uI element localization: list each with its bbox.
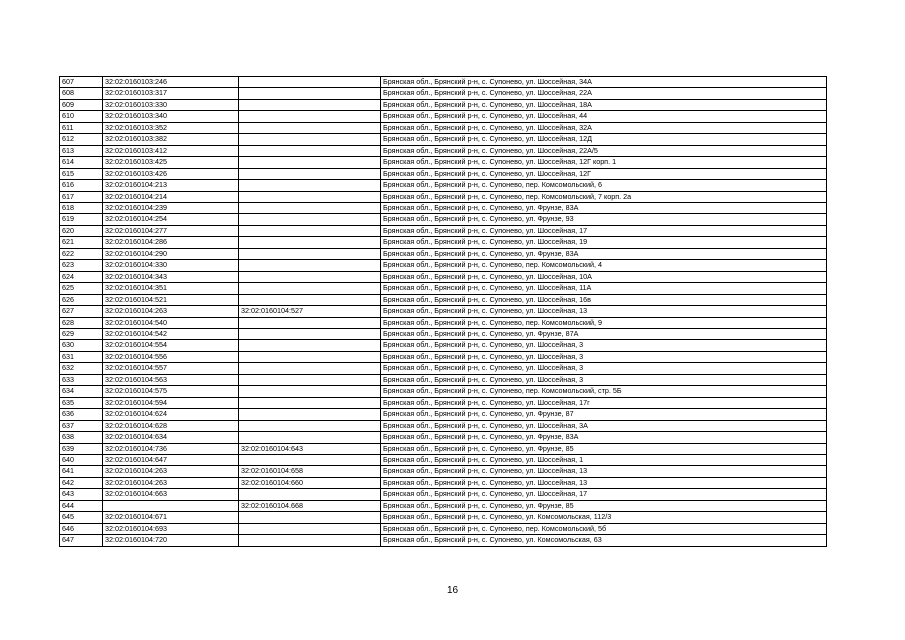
table-row <box>60 351 827 362</box>
cell-address: Брянская обл., Брянский р-н, с. Супонево, ул. Шоссейная, 3А <box>381 420 827 431</box>
cell-address: Брянская обл., Брянский р-н, с. Супонево, ул. Фрунзе, 85 <box>381 500 827 511</box>
cell-number: 644 <box>60 500 103 511</box>
cell-number: 634 <box>60 386 103 397</box>
cell-address: Брянская обл., Брянский р-н, с. Супонево, ул. Комсомольская, 63 <box>381 535 827 546</box>
cell-address: Брянская обл., Брянский р-н, с. Супонево, пер. Комсомольский, стр. 5Б <box>381 386 827 397</box>
cell-address: Брянская обл., Брянский р-н, с. Супонево, пер. Комсомольский, 6 <box>381 180 827 191</box>
cell-related-cadastral-number <box>239 77 381 88</box>
cell-related-cadastral-number <box>239 260 381 271</box>
cell-address: Брянская обл., Брянский р-н, с. Супонево, ул. Шоссейная, 3 <box>381 363 827 374</box>
cell-cadastral-number: 32:02:0160103:330 <box>103 99 239 110</box>
table-row <box>60 145 827 156</box>
table-row <box>60 111 827 122</box>
cell-related-cadastral-number <box>239 225 381 236</box>
page-number: 16 <box>446 585 459 596</box>
cell-number: 607 <box>60 77 103 88</box>
cell-address: Брянская обл., Брянский р-н, с. Супонево, ул. Шоссейная, 1 <box>381 454 827 465</box>
cell-address: Брянская обл., Брянский р-н, с. Супонево, ул. Шоссейная, 13 <box>381 306 827 317</box>
cell-related-cadastral-number <box>239 397 381 408</box>
cell-number: 611 <box>60 122 103 133</box>
cell-address: Брянская обл., Брянский р-н, с. Супонево, ул. Фрунзе, 83А <box>381 432 827 443</box>
table-row <box>60 409 827 420</box>
cell-number: 642 <box>60 477 103 488</box>
cell-related-cadastral-number <box>239 214 381 225</box>
table-row <box>60 374 827 385</box>
cell-cadastral-number: 32:02:0160104:290 <box>103 248 239 259</box>
cell-address: Брянская обл., Брянский р-н, с. Супонево, пер. Комсомольский, 7 корп. 2а <box>381 191 827 202</box>
table-row <box>60 180 827 191</box>
cell-related-cadastral-number: 32:02:0160104:527 <box>239 306 381 317</box>
cell-address: Брянская обл., Брянский р-н, с. Супонево, ул. Шоссейная, 22А/5 <box>381 145 827 156</box>
cell-cadastral-number <box>103 500 239 511</box>
table-row <box>60 363 827 374</box>
cell-cadastral-number: 32:02:0160104:263 <box>103 477 239 488</box>
cell-cadastral-number: 32:02:0160103:352 <box>103 122 239 133</box>
cell-number: 626 <box>60 294 103 305</box>
cell-cadastral-number: 32:02:0160104:540 <box>103 317 239 328</box>
cell-related-cadastral-number <box>239 122 381 133</box>
cell-cadastral-number: 32:02:0160104:213 <box>103 180 239 191</box>
cell-cadastral-number: 32:02:0160104:286 <box>103 237 239 248</box>
cell-related-cadastral-number <box>239 283 381 294</box>
cell-cadastral-number: 32:02:0160103:412 <box>103 145 239 156</box>
cell-related-cadastral-number <box>239 454 381 465</box>
table-row <box>60 168 827 179</box>
cell-address: Брянская обл., Брянский р-н, с. Супонево, ул. Комсомольская, 112/3 <box>381 512 827 523</box>
table-row <box>60 122 827 133</box>
cell-cadastral-number: 32:02:0160104:521 <box>103 294 239 305</box>
cell-cadastral-number: 32:02:0160103:340 <box>103 111 239 122</box>
cell-number: 613 <box>60 145 103 156</box>
cell-address: Брянская обл., Брянский р-н, с. Супонево, пер. Комсомольский, 5б <box>381 523 827 534</box>
cell-number: 609 <box>60 99 103 110</box>
cell-address: Брянская обл., Брянский р-н, с. Супонево, ул. Шоссейная, 17 <box>381 489 827 500</box>
table-row <box>60 466 827 477</box>
cell-cadastral-number: 32:02:0160103:425 <box>103 157 239 168</box>
cell-number: 623 <box>60 260 103 271</box>
cell-cadastral-number: 32:02:0160103:382 <box>103 134 239 145</box>
cell-cadastral-number: 32:02:0160104:542 <box>103 328 239 339</box>
cell-address: Брянская обл., Брянский р-н, с. Супонево, ул. Фрунзе, 85 <box>381 443 827 454</box>
cell-address: Брянская обл., Брянский р-н, с. Супонево, пер. Комсомольский, 4 <box>381 260 827 271</box>
table-row <box>60 454 827 465</box>
cell-number: 636 <box>60 409 103 420</box>
table-row <box>60 191 827 202</box>
cell-related-cadastral-number <box>239 340 381 351</box>
cell-cadastral-number: 32:02:0160104:239 <box>103 202 239 213</box>
cell-related-cadastral-number: 32:02:0160104.668 <box>239 500 381 511</box>
cell-cadastral-number: 32:02:0160104:693 <box>103 523 239 534</box>
cell-address: Брянская обл., Брянский р-н, с. Супонево, пер. Комсомольский, 9 <box>381 317 827 328</box>
cell-number: 616 <box>60 180 103 191</box>
cell-number: 620 <box>60 225 103 236</box>
cell-number: 641 <box>60 466 103 477</box>
cell-address: Брянская обл., Брянский р-н, с. Супонево, ул. Шоссейная, 11А <box>381 283 827 294</box>
cell-address: Брянская обл., Брянский р-н, с. Супонево, ул. Шоссейная, 34А <box>381 77 827 88</box>
cell-number: 612 <box>60 134 103 145</box>
cell-number: 646 <box>60 523 103 534</box>
cell-cadastral-number: 32:02:0160104:556 <box>103 351 239 362</box>
cell-cadastral-number: 32:02:0160104:720 <box>103 535 239 546</box>
cell-related-cadastral-number <box>239 363 381 374</box>
cell-address: Брянская обл., Брянский р-н, с. Супонево, ул. Шоссейная, 19 <box>381 237 827 248</box>
cell-related-cadastral-number <box>239 317 381 328</box>
document-page <box>59 76 826 547</box>
cell-number: 629 <box>60 328 103 339</box>
cell-address: Брянская обл., Брянский р-н, с. Супонево, ул. Шоссейная, 22А <box>381 88 827 99</box>
cell-address: Брянская обл., Брянский р-н, с. Супонево, ул. Шоссейная, 10А <box>381 271 827 282</box>
table-row <box>60 248 827 259</box>
cell-number: 643 <box>60 489 103 500</box>
table-row <box>60 397 827 408</box>
cell-number: 628 <box>60 317 103 328</box>
cell-number: 608 <box>60 88 103 99</box>
table-row <box>60 432 827 443</box>
cell-related-cadastral-number <box>239 111 381 122</box>
cell-cadastral-number: 32:02:0160104:557 <box>103 363 239 374</box>
cell-related-cadastral-number <box>239 351 381 362</box>
cell-related-cadastral-number: 32:02:0160104:658 <box>239 466 381 477</box>
cell-address: Брянская обл., Брянский р-н, с. Супонево, ул. Шоссейная, 3 <box>381 340 827 351</box>
cell-cadastral-number: 32:02:0160104:254 <box>103 214 239 225</box>
registry-table <box>59 76 827 547</box>
cell-related-cadastral-number <box>239 202 381 213</box>
cell-number: 619 <box>60 214 103 225</box>
cell-related-cadastral-number: 32:02:0160104:643 <box>239 443 381 454</box>
table-row <box>60 134 827 145</box>
cell-number: 637 <box>60 420 103 431</box>
cell-number: 622 <box>60 248 103 259</box>
cell-cadastral-number: 32:02:0160104:628 <box>103 420 239 431</box>
cell-related-cadastral-number <box>239 134 381 145</box>
cell-number: 632 <box>60 363 103 374</box>
cell-cadastral-number: 32:02:0160103:317 <box>103 88 239 99</box>
cell-address: Брянская обл., Брянский р-н, с. Супонево, ул. Фрунзе, 87А <box>381 328 827 339</box>
cell-number: 647 <box>60 535 103 546</box>
cell-related-cadastral-number <box>239 157 381 168</box>
cell-related-cadastral-number <box>239 99 381 110</box>
cell-number: 618 <box>60 202 103 213</box>
table-row <box>60 489 827 500</box>
cell-cadastral-number: 32:02:0160104:343 <box>103 271 239 282</box>
cell-cadastral-number: 32:02:0160104:263 <box>103 466 239 477</box>
cell-number: 615 <box>60 168 103 179</box>
table-row <box>60 328 827 339</box>
cell-related-cadastral-number <box>239 328 381 339</box>
cell-related-cadastral-number <box>239 294 381 305</box>
cell-number: 621 <box>60 237 103 248</box>
cell-address: Брянская обл., Брянский р-н, с. Супонево, ул. Фрунзе, 93 <box>381 214 827 225</box>
cell-number: 631 <box>60 351 103 362</box>
cell-number: 630 <box>60 340 103 351</box>
cell-related-cadastral-number <box>239 374 381 385</box>
cell-cadastral-number: 32:02:0160104:351 <box>103 283 239 294</box>
table-row <box>60 500 827 511</box>
cell-number: 610 <box>60 111 103 122</box>
table-row <box>60 386 827 397</box>
cell-related-cadastral-number <box>239 409 381 420</box>
cell-cadastral-number: 32:02:0160104:663 <box>103 489 239 500</box>
cell-related-cadastral-number <box>239 432 381 443</box>
table-row <box>60 523 827 534</box>
table-row <box>60 477 827 488</box>
table-row <box>60 225 827 236</box>
table-row <box>60 260 827 271</box>
table-row <box>60 294 827 305</box>
cell-address: Брянская обл., Брянский р-н, с. Супонево, ул. Фрунзе, 83А <box>381 202 827 213</box>
cell-number: 625 <box>60 283 103 294</box>
cell-cadastral-number: 32:02:0160104:624 <box>103 409 239 420</box>
cell-number: 617 <box>60 191 103 202</box>
cell-address: Брянская обл., Брянский р-н, с. Супонево, ул. Шоссейная, 17г <box>381 397 827 408</box>
cell-cadastral-number: 32:02:0160104:594 <box>103 397 239 408</box>
cell-cadastral-number: 32:02:0160103:246 <box>103 77 239 88</box>
cell-address: Брянская обл., Брянский р-н, с. Супонево, ул. Фрунзе, 87 <box>381 409 827 420</box>
cell-cadastral-number: 32:02:0160103:426 <box>103 168 239 179</box>
cell-address: Брянская обл., Брянский р-н, с. Супонево, ул. Шоссейная, 12Г <box>381 168 827 179</box>
table-row <box>60 420 827 431</box>
table-row <box>60 535 827 546</box>
cell-number: 627 <box>60 306 103 317</box>
table-row <box>60 77 827 88</box>
cell-address: Брянская обл., Брянский р-н, с. Супонево, ул. Шоссейная, 32А <box>381 122 827 133</box>
table-row <box>60 214 827 225</box>
cell-address: Брянская обл., Брянский р-н, с. Супонево, ул. Шоссейная, 17 <box>381 225 827 236</box>
cell-number: 624 <box>60 271 103 282</box>
cell-cadastral-number: 32:02:0160104:554 <box>103 340 239 351</box>
cell-related-cadastral-number <box>239 180 381 191</box>
cell-related-cadastral-number <box>239 248 381 259</box>
cell-address: Брянская обл., Брянский р-н, с. Супонево, ул. Шоссейная, 44 <box>381 111 827 122</box>
cell-cadastral-number: 32:02:0160104:634 <box>103 432 239 443</box>
cell-address: Брянская обл., Брянский р-н, с. Супонево, ул. Шоссейная, 16в <box>381 294 827 305</box>
cell-cadastral-number: 32:02:0160104:263 <box>103 306 239 317</box>
table-row <box>60 317 827 328</box>
table-row <box>60 99 827 110</box>
cell-related-cadastral-number <box>239 420 381 431</box>
cell-cadastral-number: 32:02:0160104:647 <box>103 454 239 465</box>
table-row <box>60 271 827 282</box>
cell-related-cadastral-number <box>239 168 381 179</box>
cell-number: 645 <box>60 512 103 523</box>
cell-address: Брянская обл., Брянский р-н, с. Супонево, ул. Шоссейная, 18А <box>381 99 827 110</box>
cell-cadastral-number: 32:02:0160104:214 <box>103 191 239 202</box>
cell-number: 639 <box>60 443 103 454</box>
cell-address: Брянская обл., Брянский р-н, с. Супонево, ул. Шоссейная, 13 <box>381 466 827 477</box>
cell-related-cadastral-number <box>239 145 381 156</box>
table-row <box>60 306 827 317</box>
cell-cadastral-number: 32:02:0160104:330 <box>103 260 239 271</box>
cell-related-cadastral-number <box>239 237 381 248</box>
cell-number: 633 <box>60 374 103 385</box>
cell-number: 635 <box>60 397 103 408</box>
table-row <box>60 88 827 99</box>
cell-number: 640 <box>60 454 103 465</box>
cell-related-cadastral-number <box>239 191 381 202</box>
cell-related-cadastral-number <box>239 489 381 500</box>
table-row <box>60 157 827 168</box>
cell-related-cadastral-number <box>239 535 381 546</box>
cell-cadastral-number: 32:02:0160104:563 <box>103 374 239 385</box>
cell-address: Брянская обл., Брянский р-н, с. Супонево, ул. Шоссейная, 3 <box>381 351 827 362</box>
cell-address: Брянская обл., Брянский р-н, с. Супонево, ул. Шоссейная, 12Д <box>381 134 827 145</box>
table-row <box>60 443 827 454</box>
cell-address: Брянская обл., Брянский р-н, с. Супонево, ул. Шоссейная, 13 <box>381 477 827 488</box>
cell-cadastral-number: 32:02:0160104:671 <box>103 512 239 523</box>
cell-related-cadastral-number <box>239 386 381 397</box>
cell-number: 614 <box>60 157 103 168</box>
cell-address: Брянская обл., Брянский р-н, с. Супонево, ул. Шоссейная, 3 <box>381 374 827 385</box>
cell-related-cadastral-number <box>239 512 381 523</box>
cell-cadastral-number: 32:02:0160104:277 <box>103 225 239 236</box>
table-row <box>60 237 827 248</box>
cell-related-cadastral-number <box>239 271 381 282</box>
table-row <box>60 202 827 213</box>
table-row <box>60 340 827 351</box>
table-row <box>60 512 827 523</box>
cell-related-cadastral-number <box>239 523 381 534</box>
cell-cadastral-number: 32:02:0160104:736 <box>103 443 239 454</box>
table-row <box>60 283 827 294</box>
cell-cadastral-number: 32:02:0160104:575 <box>103 386 239 397</box>
cell-address: Брянская обл., Брянский р-н, с. Супонево, ул. Фрунзе, 83А <box>381 248 827 259</box>
cell-related-cadastral-number: 32:02:0160104:660 <box>239 477 381 488</box>
cell-related-cadastral-number <box>239 88 381 99</box>
cell-address: Брянская обл., Брянский р-н, с. Супонево, ул. Шоссейная, 12Г корп. 1 <box>381 157 827 168</box>
registry-table-body <box>60 77 827 547</box>
cell-number: 638 <box>60 432 103 443</box>
